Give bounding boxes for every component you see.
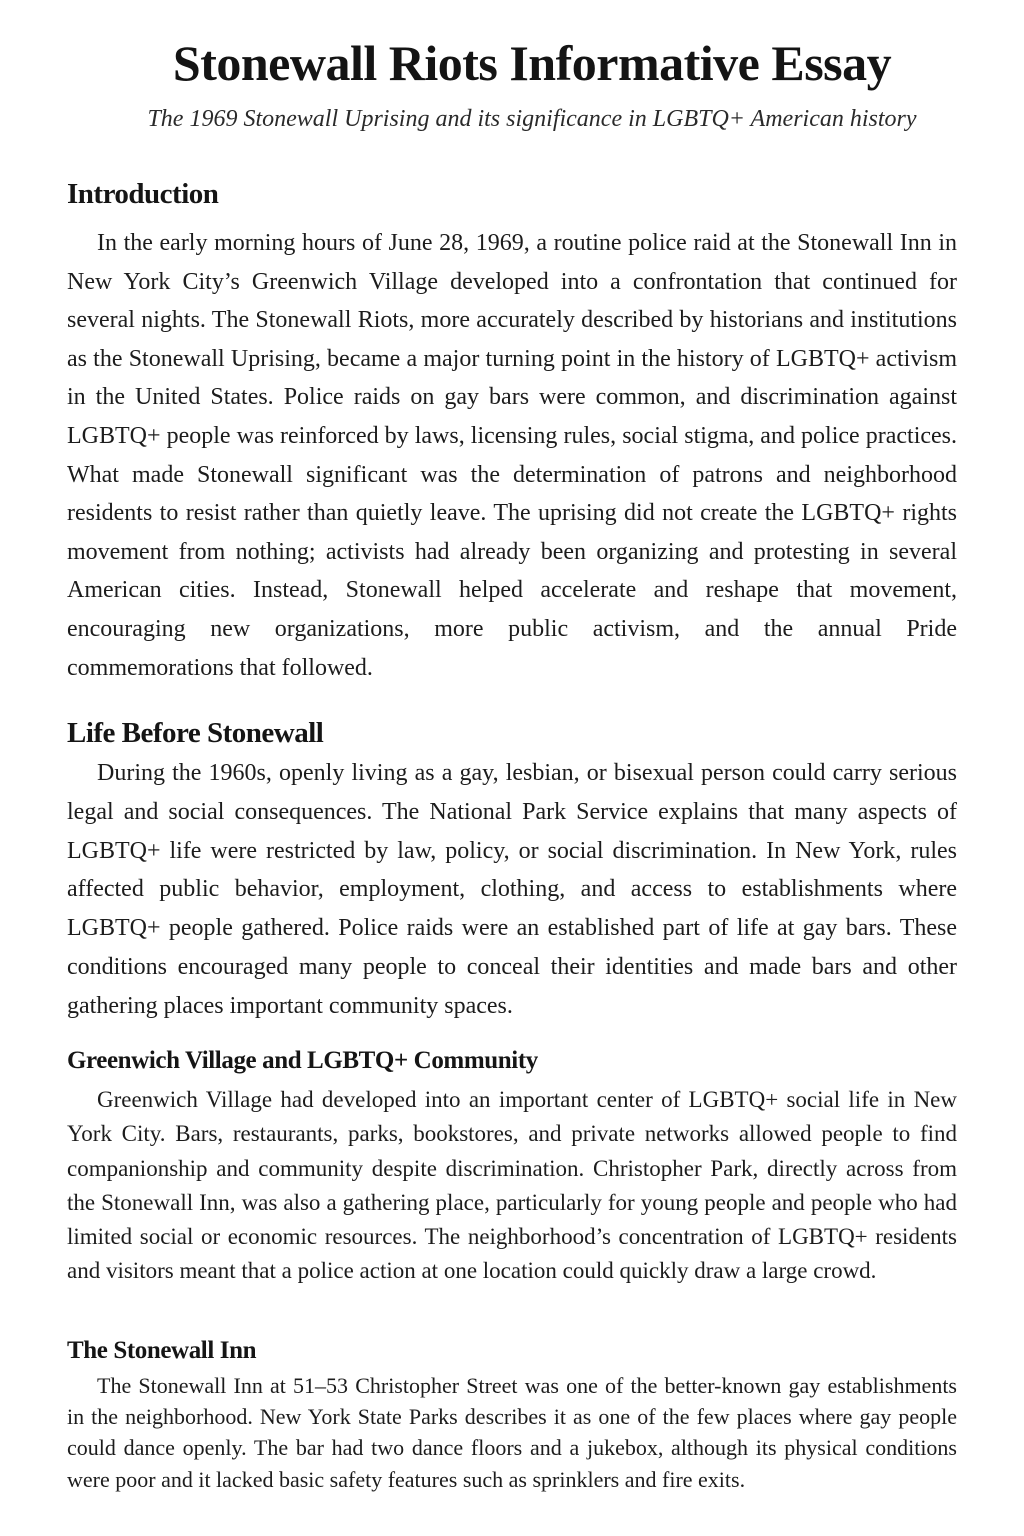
section-heading-stonewall-inn: The Stonewall Inn: [67, 1337, 257, 1364]
essay-subtitle: The 1969 Stonewall Uprising and its significance in LGBTQ+ American history: [147, 106, 917, 132]
section-heading-life-before-stonewall: Life Before Stonewall: [67, 717, 324, 749]
section-text-life-before-stonewall: During the 1960s, openly living as a gay, lesbian, or bisexual person could carry serious legal and social consequences. The National Park Service explains that many aspects of LGBTQ+ life were restricted by law, policy, or social discrimination. In New York, rules affected public behavior, employment, clothing, and access to establishments where LGBTQ+ people gathered. Police raids were an established part of life at gay bars. These conditions encouraged many people to conceal their identities and made bars and other gathering places important community spaces.: [67, 760, 957, 1019]
section-text-introduction: In the early morning hours of June 28, 1969, a routine police raid at the Stonewall Inn in New York City’s Greenwich Village developed into a confrontation that continued for several nights. The Stonewall Riots, more accurately described by historians and institutions as the Stonewall Uprising, became a major turning point in the history of LGBTQ+ activism in the United States. Police raids on gay bars were common, and discrimination against LGBTQ+ people was reinforced by laws, licensing rules, social stigma, and police practices. What made Stonewall significant was the determination of patrons and neighborhood residents to resist rather than quietly leave. The uprising did not create the LGBTQ+ rights movement from nothing; activists had already been organizing and protesting in several American cities. Instead, Stonewall helped accelerate and reshape that movement, encouraging new organizations, more public activism, and the annual Pride commemorations that followed.: [67, 230, 957, 681]
essay-title: Stonewall Riots Informative Essay: [172, 35, 892, 91]
section-text-stonewall-inn: The Stonewall Inn at 51–53 Christopher Street was one of the better-known gay establishments in the neighborhood. New York State Parks describes it as one of the few places where gay people could dance openly. The bar had two dance floors and a jukebox, although its physical conditions were poor and it lacked basic safety features such as sprinklers and fire exits.: [67, 1373, 957, 1492]
section-text-greenwich-village: Greenwich Village had developed into an important center of LGBTQ+ social life in New York City. Bars, restaurants, parks, bookstores, and private networks allowed people to find companionship and community despite discrimination. Christopher Park, directly across from the Stonewall Inn, was also a gathering place, particularly for young people and people who had limited social or economic resources. The neighborhood’s concentration of LGBTQ+ residents and visitors meant that a police action at one location could quickly draw a large crowd.: [67, 1087, 957, 1284]
section-heading-greenwich-village: Greenwich Village and LGBTQ+ Community: [67, 1047, 538, 1074]
section-heading-introduction: Introduction: [67, 178, 219, 210]
